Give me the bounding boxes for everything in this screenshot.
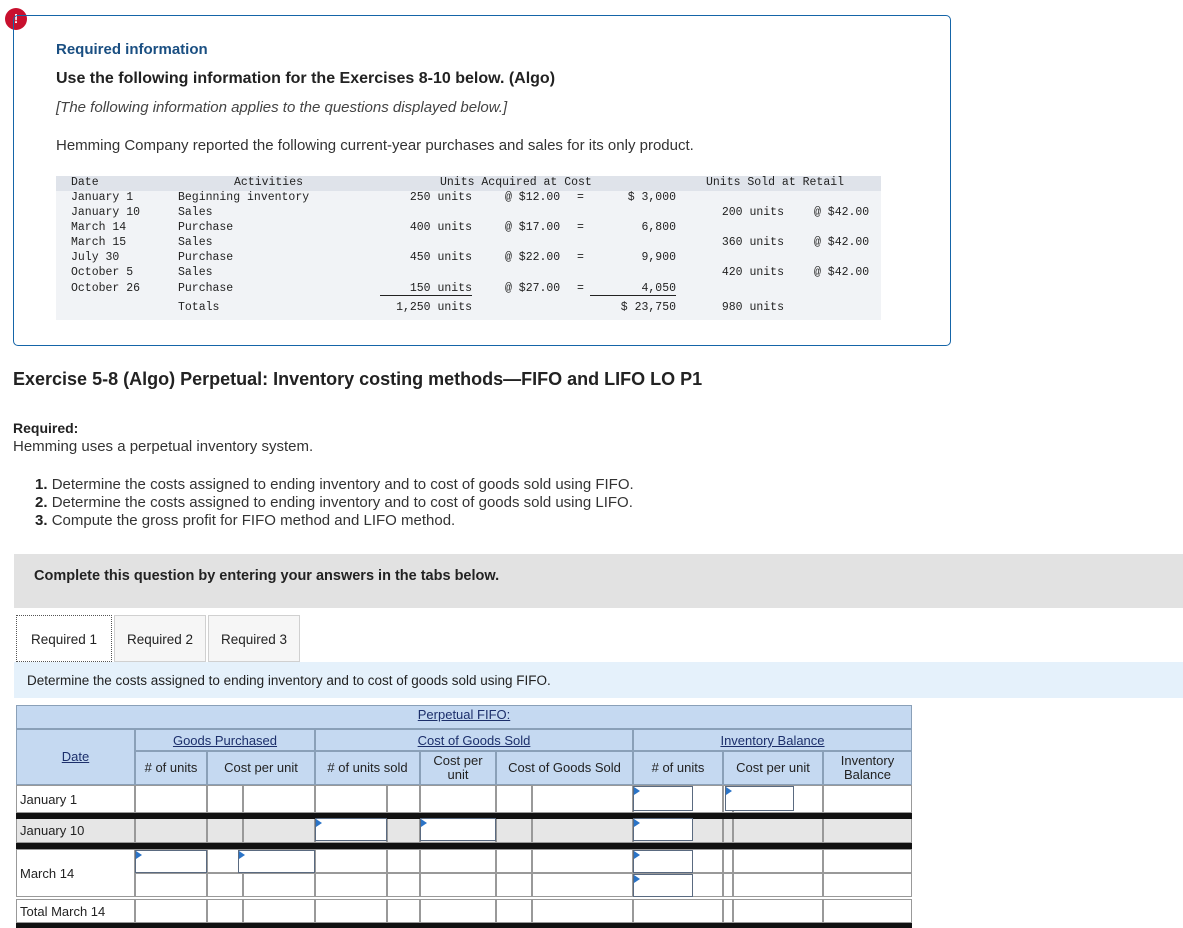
row-date: July 30 (71, 251, 120, 264)
row-total-cost: $ 3,000 (627, 191, 676, 204)
cost-of-goods-sold-header: Cost of Goods Sold (315, 729, 633, 751)
row-date: October 26 (71, 282, 141, 295)
fifo-cell (723, 899, 733, 923)
row-total-cost: 9,900 (641, 251, 676, 264)
fifo-cell (420, 899, 496, 923)
col-header-sold: Units Sold at Retail (706, 176, 845, 189)
row-retail-price: @ $42.00 (814, 266, 870, 279)
fifo-title: Perpetual FIFO: (417, 707, 511, 722)
row-equals: = (577, 251, 584, 264)
row-activity: Sales (178, 236, 213, 249)
fifo-cell (532, 849, 633, 873)
tab-required-2[interactable]: Required 2 (114, 615, 206, 662)
row-date: March 15 (71, 236, 127, 249)
fifo-cell (135, 785, 207, 813)
inventory-balance-header: Inventory Balance (633, 729, 912, 751)
fifo-cell (823, 817, 912, 843)
row-activity: Totals (178, 301, 220, 314)
mar14-units-input[interactable] (135, 850, 207, 873)
fifo-cell (315, 873, 387, 897)
mar14-cost-input[interactable] (238, 850, 315, 873)
col-header-activities: Activities (234, 176, 304, 189)
perpetual-fifo-table (16, 705, 912, 928)
fifo-cell (733, 899, 823, 923)
fifo-cell (387, 849, 420, 873)
fifo-cell (420, 785, 496, 813)
jan10-units-sold-input[interactable] (315, 818, 387, 841)
row-retail-price: @ $42.00 (814, 206, 870, 219)
row-cost-per-unit: @ $22.00 (505, 251, 561, 264)
row-date: October 5 (71, 266, 134, 279)
fifo-cell (243, 785, 315, 813)
fifo-cell (420, 873, 496, 897)
fifo-cell (315, 785, 387, 813)
row-separator (16, 923, 912, 928)
row-equals: = (577, 191, 584, 204)
fifo-cell (243, 873, 315, 897)
row-cost-per-unit: @ $27.00 (505, 282, 561, 295)
tab-instruction-text: Determine the costs assigned to ending inventory and to cost of goods sold using FIFO. (27, 673, 551, 688)
fifo-cell (823, 899, 912, 923)
row-units-acquired: 150 units (380, 282, 472, 296)
fifo-cell (135, 899, 207, 923)
ib-units-header: # of units (633, 751, 723, 785)
row-cost-per-unit: @ $17.00 (505, 221, 561, 234)
fifo-cell (496, 817, 532, 843)
fifo-cell (823, 785, 912, 813)
use-information-heading: Use the following information for the Exercises 8-10 below. (Algo) (56, 70, 556, 87)
fifo-cell (207, 873, 243, 897)
row-activity: Beginning inventory (178, 191, 310, 204)
jan1-cost-input[interactable] (725, 786, 794, 811)
row-date: January 10 (71, 206, 141, 219)
fifo-cell (387, 785, 420, 813)
requirement-item-2: 2. Determine the costs assigned to ending inventory and to cost of goods sold using LIFO. (35, 494, 633, 511)
fifo-cell (532, 899, 633, 923)
fifo-cell (633, 899, 723, 923)
ib-total-header: Inventory Balance (823, 751, 912, 785)
cogs-total-header: Cost of Goods Sold (496, 751, 633, 785)
banner-text: Complete this question by entering your answers in the tabs below. (34, 568, 500, 584)
row-total-cost: $ 23,750 (620, 301, 676, 314)
gp-cost-header: Cost per unit (207, 751, 315, 785)
row-units-sold: 980 units (721, 301, 784, 314)
fifo-cell (723, 849, 733, 873)
fifo-cell (243, 817, 315, 843)
row-activity: Purchase (178, 221, 234, 234)
row-units-sold: 360 units (721, 236, 784, 249)
fifo-cell (532, 817, 633, 843)
date-header-label: Date (61, 749, 90, 764)
row-cost-per-unit: @ $12.00 (505, 191, 561, 204)
fifo-cell (723, 817, 733, 843)
required-text: Hemming uses a perpetual inventory system. (13, 438, 314, 455)
required-information-heading: Required information (56, 41, 208, 58)
fifo-cell (243, 899, 315, 923)
gp-units-header: # of units (135, 751, 207, 785)
fifo-cell (723, 873, 733, 897)
fifo-cell (733, 873, 823, 897)
col-header-date: Date (71, 176, 99, 189)
row-units-acquired: 1,250 units (396, 301, 472, 314)
fifo-cell (733, 817, 823, 843)
row-units-acquired: 400 units (409, 221, 472, 234)
intro-text: Hemming Company reported the following current-year purchases and sales for its only product. (56, 137, 694, 154)
tab-required-3[interactable]: Required 3 (208, 615, 300, 662)
col-header-acquired: Units Acquired at Cost (440, 176, 592, 189)
row-total-cost: 6,800 (641, 221, 676, 234)
fifo-row-label: March 14 (16, 849, 135, 897)
row-date: March 14 (71, 221, 127, 234)
row-units-acquired: 250 units (409, 191, 472, 204)
fifo-row-label: January 1 (16, 785, 135, 813)
ib-cost-header: Cost per unit (723, 751, 823, 785)
row-activity: Sales (178, 266, 213, 279)
alert-icon: ! (5, 8, 27, 30)
row-activity: Purchase (178, 251, 234, 264)
fifo-cell (387, 899, 420, 923)
fifo-row-label: Total March 14 (16, 899, 135, 923)
fifo-cell (207, 899, 243, 923)
fifo-cell (420, 849, 496, 873)
fifo-cell (315, 899, 387, 923)
tab-required-1[interactable]: Required 1 (16, 615, 112, 662)
cogs-cost-header: Cost per unit (420, 751, 496, 785)
fifo-cell (496, 899, 532, 923)
jan1-units-input[interactable] (633, 786, 693, 811)
required-label: Required: (13, 420, 79, 436)
applies-note: [The following information applies to the questions displayed below.] (56, 99, 508, 116)
row-equals: = (577, 282, 584, 295)
fifo-cell (387, 873, 420, 897)
fifo-cell (315, 849, 387, 873)
row-activity: Purchase (178, 282, 234, 295)
jan10-cost-input[interactable] (420, 818, 496, 841)
row-separator (16, 843, 912, 849)
row-units-acquired: 450 units (409, 251, 472, 264)
row-units-sold: 420 units (721, 266, 784, 279)
requirement-item-1: 1. Determine the costs assigned to ending inventory and to cost of goods sold using FIFO. (35, 476, 634, 493)
fifo-cell (207, 817, 243, 843)
fifo-cell (387, 817, 420, 843)
row-units-sold: 200 units (721, 206, 784, 219)
fifo-cell (135, 817, 207, 843)
fifo-cell (496, 873, 532, 897)
fifo-cell (532, 785, 633, 813)
exercise-title: Exercise 5-8 (Algo) Perpetual: Inventory costing methods—FIFO and LIFO LO P1 (13, 369, 703, 389)
fifo-cell (823, 849, 912, 873)
row-date: January 1 (71, 191, 134, 204)
fifo-cell (733, 849, 823, 873)
fifo-cell (207, 785, 243, 813)
mar14-units-1-input[interactable] (633, 850, 693, 873)
fifo-cell (823, 873, 912, 897)
fifo-cell (532, 873, 633, 897)
goods-purchased-header: Goods Purchased (135, 729, 315, 751)
fifo-cell (135, 873, 207, 897)
row-total-cost: 4,050 (590, 282, 676, 296)
fifo-cell (496, 785, 532, 813)
cogs-units-header: # of units sold (315, 751, 420, 785)
fifo-row-label: January 10 (16, 817, 135, 843)
jan10-units-input[interactable] (633, 818, 693, 841)
requirement-item-3: 3. Compute the gross profit for FIFO method and LIFO method. (35, 512, 456, 529)
row-equals: = (577, 221, 584, 234)
row-retail-price: @ $42.00 (814, 236, 870, 249)
row-activity: Sales (178, 206, 213, 219)
mar14-units-2-input[interactable] (633, 874, 693, 897)
fifo-cell (496, 849, 532, 873)
